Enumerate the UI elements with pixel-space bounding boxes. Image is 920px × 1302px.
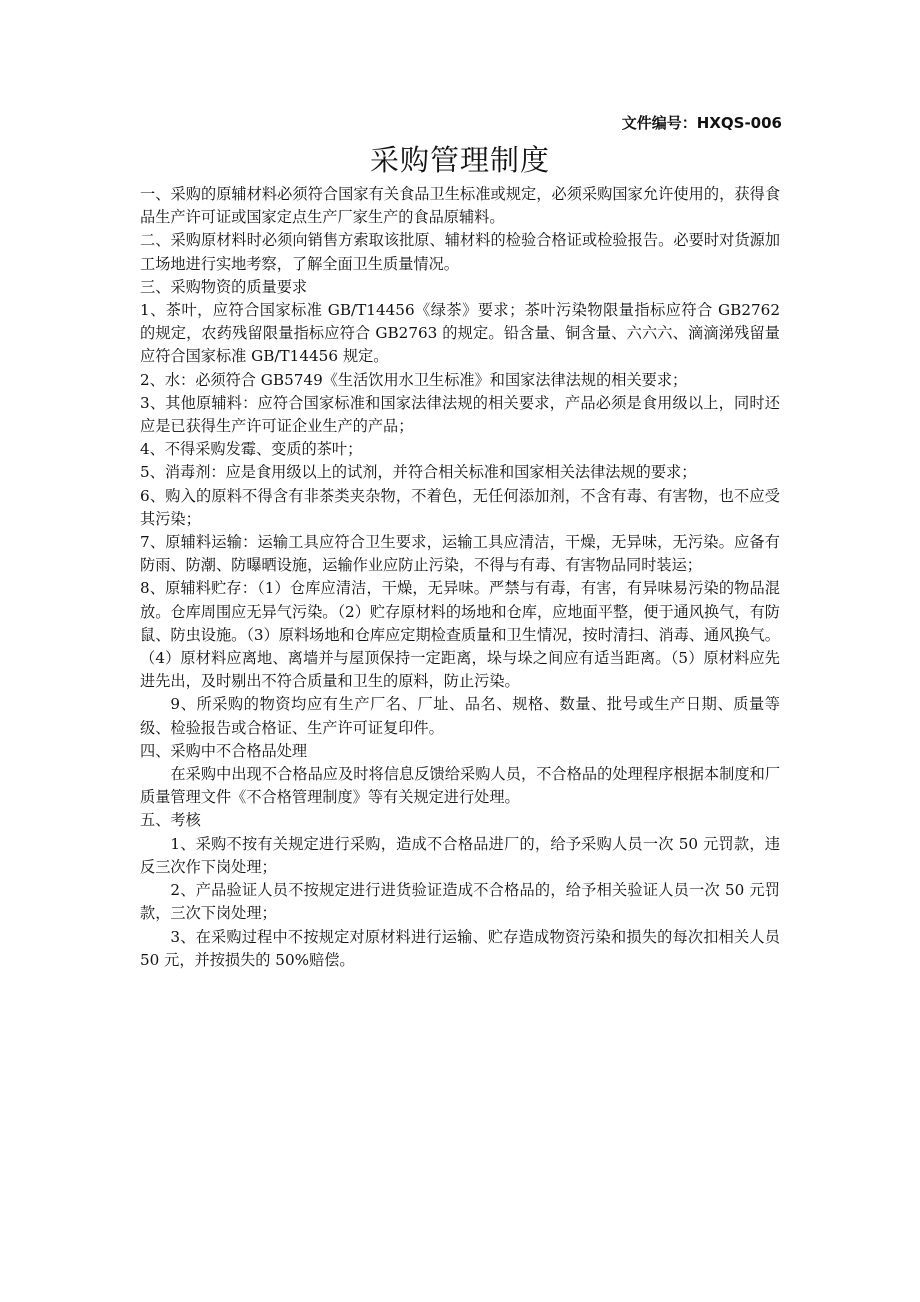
- section-four-heading: 四、采购中不合格品处理: [140, 741, 308, 760]
- requirement-item-disinfectant: 5、消毒剂：应是食用级以上的试剂，并符合相关标准和国家相关法律法规的要求；: [140, 463, 697, 482]
- requirement-item-no-moldy-tea: 4、不得采购发霉、变质的茶叶；: [140, 440, 363, 459]
- requirement-item-documentation: 9、所采购的物资均应有生产厂名、厂址、品名、规格、数量、批号或生产日期、质量等级、检验报告或合格证、生产许可证复印件。: [140, 695, 780, 737]
- section-four-paragraph: 在采购中出现不合格品应及时将信息反馈给采购人员，不合格品的处理程序根据本制度和厂质量管理文件《不合格管理制度》等有关规定进行处理。: [140, 765, 780, 807]
- requirement-item-storage: 8、原辅料贮存：（1）仓库应清洁，干燥，无异味。严禁与有毒，有害，有异味易污染的物品混放。仓库周围应无异气污染。（2）贮存原材料的场地和仓库，应地面平整，便于通风换气，有防鼠、防虫设施。（3）原料场地和仓库应定期检查质量和卫生情况，按时清扫、消毒、通风换气。（4）原材料应离地、离墙并与屋顶保持一定距离，垛与垛之间应有适当距离。（5）原材料应先进先出，及时剔出不符合质量和卫生的原料，防止污染。: [140, 579, 780, 691]
- requirement-item-other-materials: 3、其他原辅料：应符合国家标准和国家法律法规的相关要求，产品必须是食用级以上，同时还应是已获得生产许可证企业生产的产品；: [140, 393, 780, 436]
- document-body: [140, 183, 780, 972]
- assessment-item-2: 2、产品验证人员不按规定进行进货验证造成不合格品的，给予相关验证人员一次 50 元罚款，三次下岗处理；: [140, 881, 780, 923]
- section-five-heading: 五、考核: [140, 811, 201, 830]
- section-one-paragraph: 一、采购的原辅材料必须符合国家有关食品卫生标准或规定，必须采购国家允许使用的，获得食品生产许可证或国家定点生产厂家生产的食品原辅料。: [140, 185, 780, 227]
- requirement-item-no-impurities: 6、购入的原料不得含有非茶类夹杂物，不着色，无任何添加剂，不含有毒、有害物，也不应受其污染；: [140, 486, 780, 528]
- requirement-item-tea: 1、茶叶，应符合国家标准 GB/T14456《绿茶》要求；茶叶污染物限量指标应符合 GB2762 的规定，农药残留限量指标应符合 GB2763 的规定。铅含量、铜含量、六六六、滴滴涕残留量应符合国家标准 GB/T14456 规定。: [140, 301, 780, 366]
- section-three-heading: 三、采购物资的质量要求: [140, 277, 308, 296]
- requirement-item-transport: 7、原辅料运输：运输工具应符合卫生要求，运输工具应清洁，干燥，无异味，无污染。应备有防雨、防潮、防曝晒设施，运输作业应防止污染，不得与有毒、有害物品同时装运；: [140, 533, 780, 575]
- section-two-paragraph: 二、采购原材料时必须向销售方索取该批原、辅材料的检验合格证或检验报告。必要时对货源加工场地进行实地考察，了解全面卫生质量情况。: [140, 231, 780, 273]
- document-title: 采购管理制度: [369, 143, 550, 177]
- document-number: 文件编号：HXQS-006: [621, 114, 782, 132]
- requirement-item-water: 2、水：必须符合 GB5749《生活饮用水卫生标准》和国家法律法规的相关要求；: [140, 370, 688, 389]
- assessment-item-3: 3、在采购过程中不按规定对原材料进行运输、贮存造成物资污染和损失的每次扣相关人员 50 元，并按损失的 50%赔偿。: [140, 927, 780, 969]
- assessment-item-1: 1、采购不按有关规定进行采购，造成不合格品进厂的，给予采购人员一次 50 元罚款，违反三次作下岗处理；: [140, 834, 780, 876]
